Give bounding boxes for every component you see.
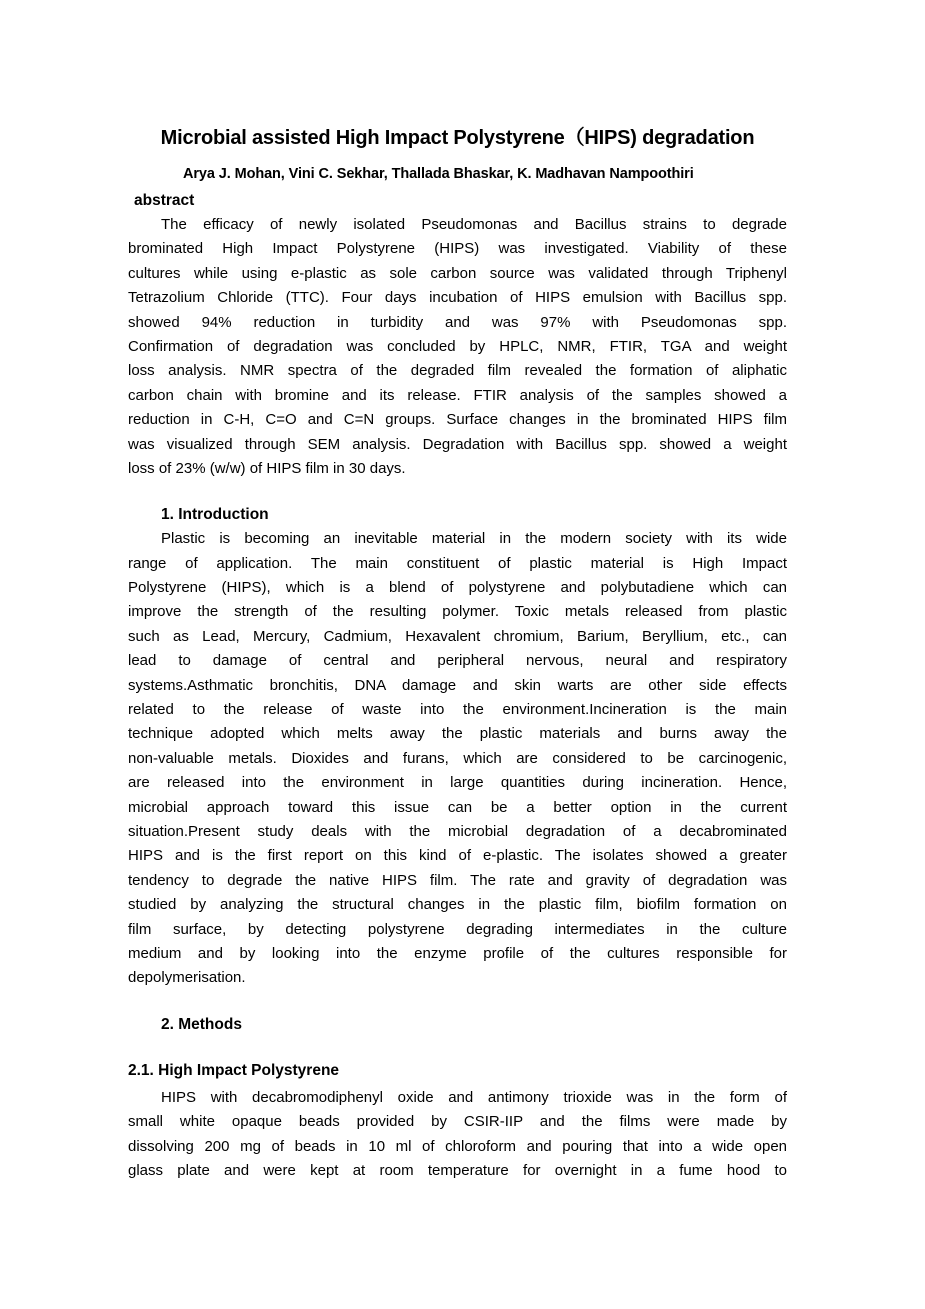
text-line: brominated High Impact Polystyrene (HIPS) was investigated. Viability of these xyxy=(128,240,787,258)
text-line: reduction in C-H, C=O and C=N groups. Surface changes in the brominated HIPS film xyxy=(128,411,787,429)
abstract-heading: abstract xyxy=(134,192,195,209)
text-line: lead to damage of central and peripheral nervous, neural and respiratory xyxy=(128,652,787,670)
text-line: improve the strength of the resulting polymer. Toxic metals released from plastic xyxy=(128,603,787,621)
introduction-heading: 1. Introduction xyxy=(161,506,269,524)
abstract-paragraph xyxy=(128,213,787,481)
text-line: studied by analyzing the structural changes in the plastic film, biofilm formation on xyxy=(128,896,787,914)
text-line: range of application. The main constituent of plastic material is High Impact xyxy=(128,554,787,572)
text-line: loss of 23% (w/w) of HIPS film in 30 days. xyxy=(128,459,406,477)
text-line: technique adopted which melts away the plastic materials and burns away the xyxy=(128,725,787,743)
text-line: depolymerisation. xyxy=(128,969,246,987)
text-line: Confirmation of degradation was concluded by HPLC, NMR, FTIR, TGA and weight xyxy=(128,337,787,355)
text-line: HIPS and is the first report on this kind of e-plastic. The isolates showed a greater xyxy=(128,847,787,865)
text-line: The efficacy of newly isolated Pseudomonas and Bacillus strains to degrade xyxy=(161,216,787,233)
text-line: tendency to degrade the native HIPS film. The rate and gravity of degradation was xyxy=(128,871,787,889)
text-line: microbial approach toward this issue can be a better option in the current xyxy=(128,798,787,816)
text-line: carbon chain with bromine and its release. FTIR analysis of the samples showed a xyxy=(128,386,787,404)
text-line: systems.Asthmatic bronchitis, DNA damage and skin warts are other side effects xyxy=(128,676,787,694)
text-line: showed 94% reduction in turbidity and was 97% with Pseudomonas spp. xyxy=(128,313,787,331)
authors-line: Arya J. Mohan, Vini C. Sekhar, Thallada Bhaskar, K. Madhavan Nampoothiri xyxy=(183,166,694,182)
paper-title: Microbial assisted High Impact Polystyrene（HIPS) degradation xyxy=(160,127,755,149)
text-line: situation.Present study deals with the microbial degradation of a decabrominated xyxy=(128,822,787,840)
document-page xyxy=(128,0,787,1183)
methods-paragraph xyxy=(128,1086,787,1184)
text-line: such as Lead, Mercury, Cadmium, Hexavalent chromium, Barium, Beryllium, etc., can xyxy=(128,627,787,645)
methods-heading: 2. Methods xyxy=(161,1015,242,1033)
text-line: medium and by looking into the enzyme profile of the cultures responsible for xyxy=(128,944,787,962)
text-line: HIPS with decabromodiphenyl oxide and antimony trioxide was in the form of xyxy=(161,1088,787,1106)
text-line: Polystyrene (HIPS), which is a blend of polystyrene and polybutadiene which can xyxy=(128,579,787,597)
introduction-paragraph xyxy=(128,527,787,990)
text-line: film surface, by detecting polystyrene degrading intermediates in the culture xyxy=(128,920,787,938)
text-line: related to the release of waste into the environment.Incineration is the main xyxy=(128,701,787,719)
text-line: non-valuable metals. Dioxides and furans, which are considered to be carcinogenic, xyxy=(128,749,787,767)
text-line: Plastic is becoming an inevitable material in the modern society with its wide xyxy=(161,530,787,548)
text-line: glass plate and were kept at room temperature for overnight in a fume hood to xyxy=(128,1161,787,1179)
text-line: dissolving 200 mg of beads in 10 ml of chloroform and pouring that into a wide open xyxy=(128,1137,787,1155)
text-line: are released into the environment in large quantities during incineration. Hence, xyxy=(128,774,787,792)
methods-subsection-heading: 2.1. High Impact Polystyrene xyxy=(128,1061,340,1079)
text-line: Tetrazolium Chloride (TTC). Four days incubation of HIPS emulsion with Bacillus spp. xyxy=(128,289,787,307)
text-line: was visualized through SEM analysis. Degradation with Bacillus spp. showed a weight xyxy=(128,435,787,453)
text-line: loss analysis. NMR spectra of the degraded film revealed the formation of aliphatic xyxy=(128,362,787,380)
text-line: small white opaque beads provided by CSIR-IIP and the films were made by xyxy=(128,1113,787,1131)
text-line: cultures while using e-plastic as sole carbon source was validated through Triphenyl xyxy=(128,264,787,282)
